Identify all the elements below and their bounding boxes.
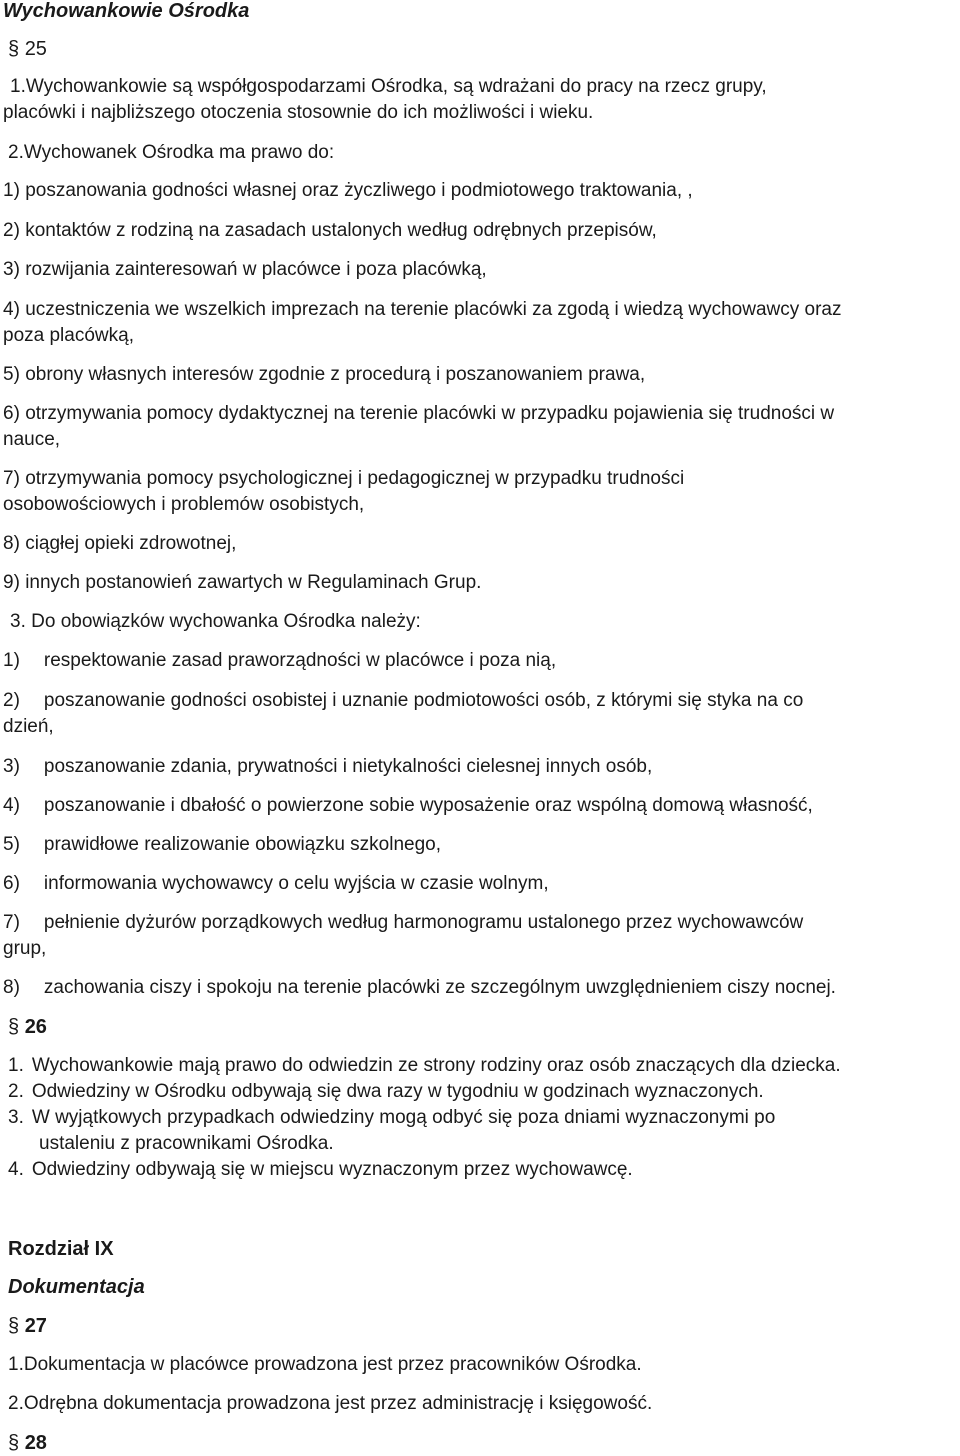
rights-item: 8) ciągłej opieki zdrowotnej, bbox=[3, 533, 237, 554]
visits-item: 4. Odwiedziny odbywają się w miejscu wyznaczonym przez wychowawcę. bbox=[8, 1159, 633, 1180]
rights-item: 7) otrzymywania pomocy psychologicznej i pedagogicznej w przypadku trudności osobowościowych i problemów osobistych, bbox=[3, 468, 685, 515]
duties-item: 2) poszanowanie godności osobistej i uznanie podmiotowości osób, z którymi się styka na co dzień, bbox=[3, 690, 804, 737]
chapter-heading: Dokumentacja bbox=[8, 1276, 145, 1298]
section-symbol: § bbox=[8, 1315, 20, 1337]
paragraph-25-heading bbox=[8, 36, 47, 62]
paragraph-line: 1.Wychowankowie są współgospodarzami Ośrodka, są wdrażani do pracy na rzecz grupy, bbox=[10, 76, 767, 97]
duties-item: 6) informowania wychowawcy o celu wyjścia w czasie wolnym, bbox=[3, 873, 549, 894]
section-symbol: § bbox=[8, 1016, 20, 1038]
paragraph-25-point-2: 2.Wychowanek Ośrodka ma prawo do: bbox=[8, 142, 335, 163]
duties-item: 3) poszanowanie zdania, prywatności i nietykalności cielesnej innych osób, bbox=[3, 756, 653, 777]
paragraph-26-heading bbox=[8, 1014, 47, 1040]
paragraph-25-point-1 bbox=[10, 74, 767, 100]
duties-item: 4) poszanowanie i dbałość o powierzone sobie wyposażenie oraz wspólną domową własność, bbox=[3, 795, 813, 816]
rights-item: 3) rozwijania zainteresowań w placówce i poza placówką, bbox=[3, 259, 487, 280]
chapter-title: Rozdział IX bbox=[8, 1238, 114, 1260]
rights-item: 9) innych postanowień zawartych w Regulaminach Grup. bbox=[3, 572, 482, 593]
rights-item: 2) kontaktów z rodziną na zasadach ustalonych według odrębnych przepisów, bbox=[3, 220, 657, 241]
rights-item: 1) poszanowania godności własnej oraz życzliwego i podmiotowego traktowania, , bbox=[3, 180, 693, 201]
paragraph-28-heading bbox=[8, 1430, 47, 1456]
paragraph-27-heading bbox=[8, 1313, 47, 1339]
section-number: 27 bbox=[24, 1315, 47, 1337]
visits-item: 2. Odwiedziny w Ośrodku odbywają się dwa razy w tygodniu w godzinach wyznaczonych. bbox=[8, 1081, 764, 1102]
paragraph-27-point-2: 2.Odrębna dokumentacja prowadzona jest przez administrację i księgowość. bbox=[8, 1393, 653, 1414]
paragraph-25-point-3: 3. Do obowiązków wychowanka Ośrodka należy: bbox=[10, 611, 421, 632]
paragraph-line: placówki i najbliższego otoczenia stosownie do ich możliwości i wieku. bbox=[3, 102, 594, 123]
duties-item: 7) pełnienie dyżurów porządkowych według harmonogramu ustalonego przez wychowawców grup, bbox=[3, 912, 804, 959]
section-symbol: § bbox=[8, 1432, 20, 1454]
duties-item: 8) zachowania ciszy i spokoju na terenie placówki ze szczególnym uwzględnieniem ciszy nocnej. bbox=[3, 977, 836, 998]
paragraph-27-point-1: 1.Dokumentacja w placówce prowadzona jest przez pracowników Ośrodka. bbox=[8, 1354, 642, 1375]
rights-item: 4) uczestniczenia we wszelkich imprezach na terenie placówki za zgodą i wiedzą wychowawcy oraz poza placówką, bbox=[3, 299, 842, 346]
rights-item: 6) otrzymywania pomocy dydaktycznej na terenie placówki w przypadku pojawienia się trudności w nauce, bbox=[3, 403, 835, 450]
visits-item: 1. Wychowankowie mają prawo do odwiedzin ze strony rodziny oraz osób znaczących dla dziecka. bbox=[8, 1055, 841, 1076]
section-heading: Wychowankowie Ośrodka bbox=[3, 0, 250, 22]
section-number: 28 bbox=[24, 1432, 47, 1454]
visits-item: 3. W wyjątkowych przypadkach odwiedziny mogą odbyć się poza dniami wyznaczonymi po ustaleniu z pracownikami Ośrodka. bbox=[8, 1107, 776, 1154]
section-number: 26 bbox=[24, 1016, 47, 1038]
paragraph-25-point-1-cont bbox=[3, 100, 593, 126]
section-number: 25 bbox=[24, 38, 47, 60]
rights-item: 5) obrony własnych interesów zgodnie z procedurą i poszanowaniem prawa, bbox=[3, 364, 646, 385]
duties-item: 5) prawidłowe realizowanie obowiązku szkolnego, bbox=[3, 834, 442, 855]
duties-item: 1) respektowanie zasad praworządności w placówce i poza nią, bbox=[3, 650, 557, 671]
section-symbol: § bbox=[8, 38, 20, 60]
